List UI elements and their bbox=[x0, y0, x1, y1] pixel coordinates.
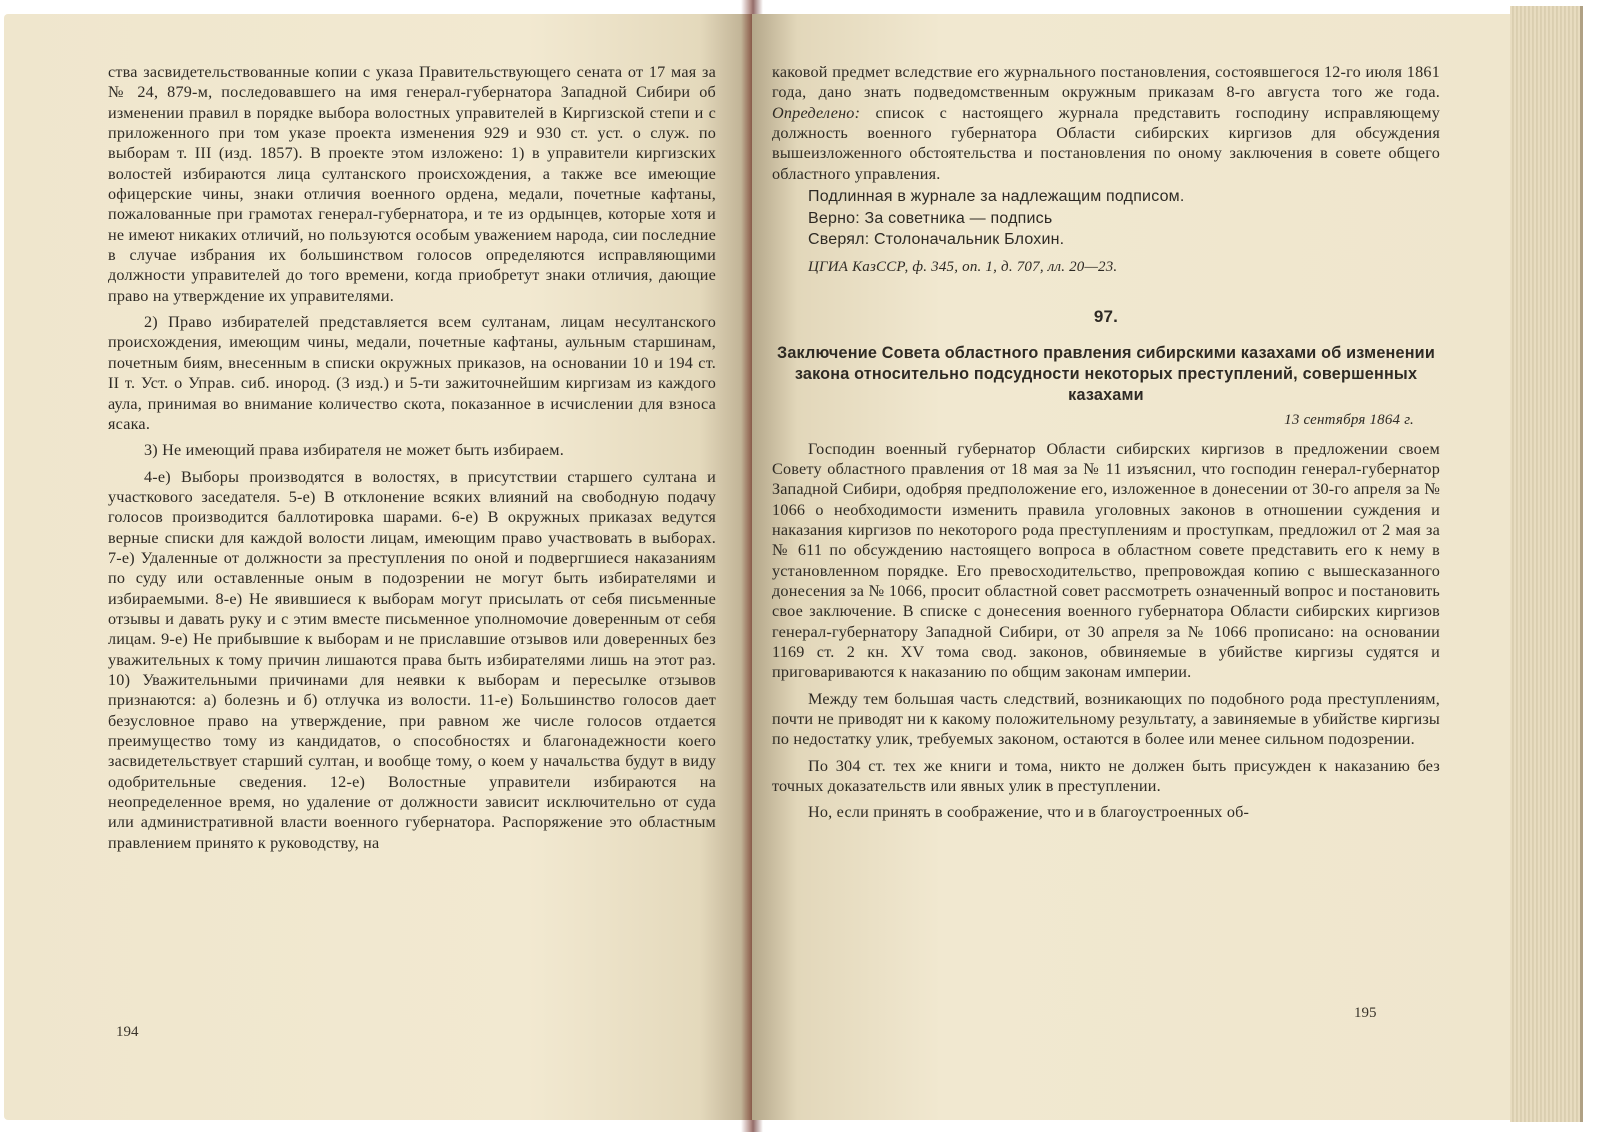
right-page-body bbox=[772, 62, 1440, 823]
left-paragraph-4: 4-е) Выборы производятся в волостях, в присутствии старшего султана и участкового заседателя. 5-е) В отклонение всяких влияний на свободную подачу голосов производится баллотировка шарами. 6-е) В окружных приказах ведутся верные списки для каждой волости лицам, имеющим право участвовать в выборах. 7-е) Удаленные от должности за преступления по оной и подвергшиеся наказаниям по суду или оставленные оным в подозрении не могут быть избирателями и избираемыми. 8-е) Не явившиеся к выборам могут присылать от себя письменные отзывы и давать руку и с этим вместе письменное уполномочие доверенным от себя лицам. 9-е) Не прибывшие к выборам и не приславшие отзывов или доверенных без уважительных к тому причин лишаются права быть избирателями лишь на этот раз. 10) Уважительными причинами для неявки к выборам и пересылке отзывов признаются: а) болезнь и б) отлучка из волости. 11-е) Большинство голосов дает безусловное право на утверждение, при равном же числе голосов отдается преимущество тому из кандидатов, о способностях и благонадежности коего засвидетельствует старший султан, и вообще тому, о коем у начальства будут в виду одобрительные сведения. 12-е) Волостные управители избираются на неопределенное время, но удаление от должности зависит исключительно от суда или административной власти военного губернатора. Распоряжение это областным правлением принято к руководству, на bbox=[108, 467, 716, 852]
archive-reference: ЦГИА КазССР, ф. 345, оп. 1, д. 707, лл. 20—23. bbox=[808, 258, 1118, 275]
left-page bbox=[4, 14, 752, 1120]
right-paragraph-3: По 304 ст. тех же книги и тома, никто не должен быть присужден к наказанию без точных доказательств или явных улик в преступлении. bbox=[772, 756, 1440, 796]
left-page-body bbox=[108, 62, 716, 853]
right-page bbox=[752, 14, 1510, 1120]
right-intro-paragraph bbox=[772, 62, 1440, 184]
right-paragraph-2: Между тем большая часть следствий, возникающих по подобного рода преступлениям, почти не приводят ни к какому положительному результату, а завиняемые в убийстве киргизы по недостатку улик, требуемых законом, остаются в более или менее сильном подозрении. bbox=[772, 689, 1440, 749]
right-paragraph-4: Но, если принять в соображение, что и в благоустроенных об- bbox=[808, 803, 1250, 822]
intro-italic-word: Определено: bbox=[772, 103, 861, 122]
right-paragraph-1: Господин военный губернатор Области сибирских киргизов в предложении своем Совету областного правления от 18 мая за № 11 изъяснил, что господин генерал-губернатор Западной Сибири, одобряя предположение его, изложенное в донесении от 30-го апреля за № 1066 о необходимости изменить правила уголовных законов в отношении суждения и наказания киргизов по некоторого рода преступлениям и проступкам, предложил от 2 мая за № 611 по обсуждению настоящего вопроса в областном совете представить его к нему в установленном порядке. Его превосходительство, препровождая копию с вышесказанного донесения за № 1066, просит областной совет рассмотреть означенный вопрос и постановить свое заключение. В списке с донесения военного губернатора Области сибирских киргизов генерал-губернатору Западной Сибири, от 30 апреля за № 1066 прописано: на основании 1169 ст. 2 кн. XV тома свод. законов, обвиняемые в убийстве киргизы судятся и приговариваются к наказанию по общим законам империи. bbox=[772, 439, 1440, 682]
intro-text-before: каковой предмет вследствие его журнального постановления, состоявшегося 12-го июля 1861 года, дано знать подведомственным окружным приказам 8-го августа того же года. bbox=[772, 63, 1440, 102]
left-paragraph-1: ства засвидетельствованные копии с указа Правительствующего сената от 17 мая за № 24, 879-м, последовавшего на имя генерал-губернатора Западной Сибири об изменении правил в порядке выбора волостных управителей в Киргизской степи и с приложенного при том указе проекта изменения 929 и 930 ст. уст. о служ. по выборам т. III (изд. 1857). В проекте этом изложено: 1) в управители киргизских волостей избираются лица султанского происхождения, а также все имеющие офицерские чины, знаки отличия военного ордена, медали, почетные кафтаны, пожалованные при грамотах генерал-губернатора, и те из ордынцев, которые хотя и не имеют никаких отличий, но пользуются особым уважением народа, сии последние в случае избрания их большинством голосов определяются исправляющими должности управителей до того времени, когда приобретут знаки отличия, дающие право на утверждение их управителями. bbox=[108, 63, 716, 305]
page-edges bbox=[1510, 6, 1583, 1122]
signature-line-3: Сверял: Столоначальник Блохин. bbox=[808, 231, 1065, 249]
signature-line-1: Подлинная в журнале за надлежащим подписом. bbox=[808, 188, 1185, 206]
document-title: Заключение Совета областного правления сибирскими казахами об изменении закона относительно подсудности некоторых преступлений, совершенных казахами bbox=[777, 344, 1435, 405]
page-number-right: 195 bbox=[1354, 1005, 1377, 1021]
left-paragraph-3: 3) Не имеющий права избирателя не может быть избираем. bbox=[144, 441, 564, 460]
page-number-left: 194 bbox=[116, 1024, 139, 1040]
left-paragraph-2: 2) Право избирателей представляется всем султанам, лицам несултанского происхождения, имеющим чины, медали, почетные кафтаны, аульным старшинам, почетным биям, внесенным в списки окружных приказов, на основании 10 и 194 ст. II т. Уст. о Управ. сиб. инород. (3 изд.) и 5-ти зажиточнейшим киргизам из каждого аула, принимая во внимание количество скота, показанное в исчислении для взноса ясака. bbox=[108, 313, 716, 433]
document-number: 97. bbox=[1093, 306, 1119, 326]
document-date: 13 сентября 1864 г. bbox=[1284, 412, 1414, 429]
signature-line-2: Верно: За советника — подпись bbox=[808, 209, 1053, 227]
intro-text-after: список с настоящего журнала представить господину исправляющему должность военного губернатора Области сибирских киргизов для обсуждения вышеизложенного обстоятельства и постановления по оному заключения в совете общего областного управления. bbox=[772, 103, 1440, 183]
